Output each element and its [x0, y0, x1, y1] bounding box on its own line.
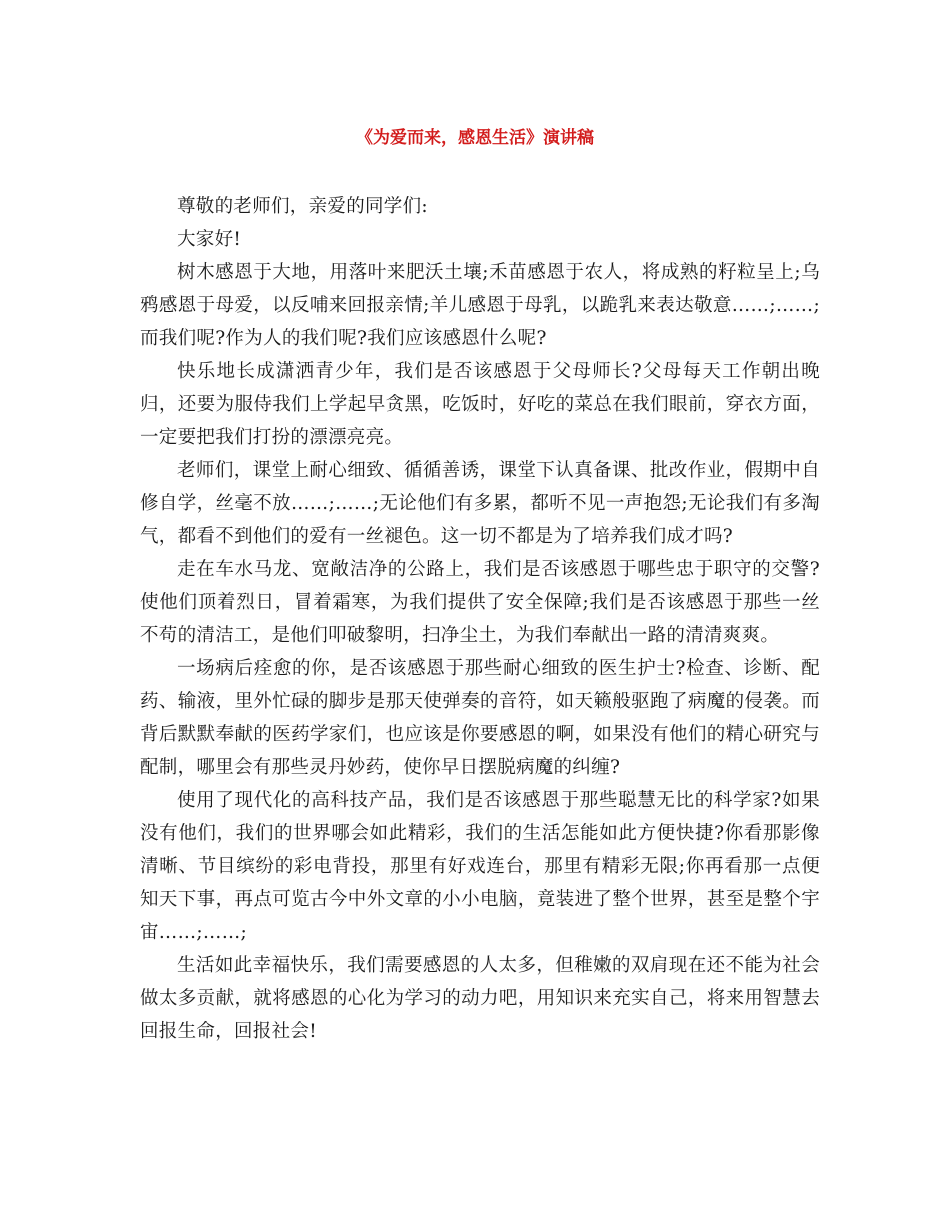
paragraph-doctors: 一场病后痊愈的你，是否该感恩于那些耐心细致的医生护士?检查、诊断、配药、输液，里外忙碌的脚步是那天使弹奏的音符，如天籁般驱跑了病魔的侵袭。而背后默默奉献的医药学家们，也应该是你要感恩的啊，如果没有他们的精心研究与配制，哪里会有那些灵丹妙药，使你早日摆脱病魔的纠缠?	[140, 658, 820, 778]
salutation: 尊敬的老师们，亲爱的同学们:	[177, 196, 428, 217]
document-title: 《为爱而来，感恩生活》演讲稿	[356, 128, 594, 148]
paragraph-teachers: 老师们，课堂上耐心细致、循循善诱，课堂下认真备课、批改作业，假期中自修自学，丝毫不放……;……;无论他们有多累，都听不见一声抱怨;无论我们有多淘气，都看不到他们的爱有一丝褪色。这一切不都是为了培养我们成才吗?	[140, 460, 820, 547]
paragraph-police-cleaners: 走在车水马龙、宽敞洁净的公路上，我们是否该感恩于哪些忠于职守的交警?使他们顶着烈日，冒着霜寒，为我们提供了安全保障;我们是否该感恩于那些一丝不苟的清洁工，是他们叩破黎明，扫净尘土，为我们奉献出一路的清清爽爽。	[140, 559, 820, 646]
paragraph-parents: 快乐地长成潇洒青少年，我们是否该感恩于父母师长?父母每天工作朝出晚归，还要为服侍我们上学起早贪黑，吃饭时，好吃的菜总在我们眼前，穿衣方面，一定要把我们打扮的漂漂亮亮。	[140, 361, 820, 448]
paragraph-conclusion: 生活如此幸福快乐，我们需要感恩的人太多，但稚嫩的双肩现在还不能为社会做太多贡献，就将感恩的心化为学习的动力吧，用知识来充实自己，将来用智慧去回报生命，回报社会!	[140, 955, 820, 1042]
paragraph-scientists: 使用了现代化的高科技产品，我们是否该感恩于那些聪慧无比的科学家?如果没有他们，我们的世界哪会如此精彩，我们的生活怎能如此方便快捷?你看那影像清晰、节目缤纷的彩电背投，那里有好戏连台，那里有精彩无限;你再看那一点便知天下事，再点可览古今中外文章的小小电脑，竟装进了整个世界，甚至是整个宇宙……;……;	[140, 790, 820, 943]
greeting: 大家好!	[177, 229, 242, 250]
paragraph-nature-gratitude: 树木感恩于大地，用落叶来肥沃土壤;禾苗感恩于农人，将成熟的籽粒呈上;乌鸦感恩于母爱，以反哺来回报亲情;羊儿感恩于母乳，以跪乳来表达敬意……;……;而我们呢?作为人的我们呢?我们应该感恩什么呢?	[140, 262, 820, 349]
document-body	[140, 190, 820, 1048]
